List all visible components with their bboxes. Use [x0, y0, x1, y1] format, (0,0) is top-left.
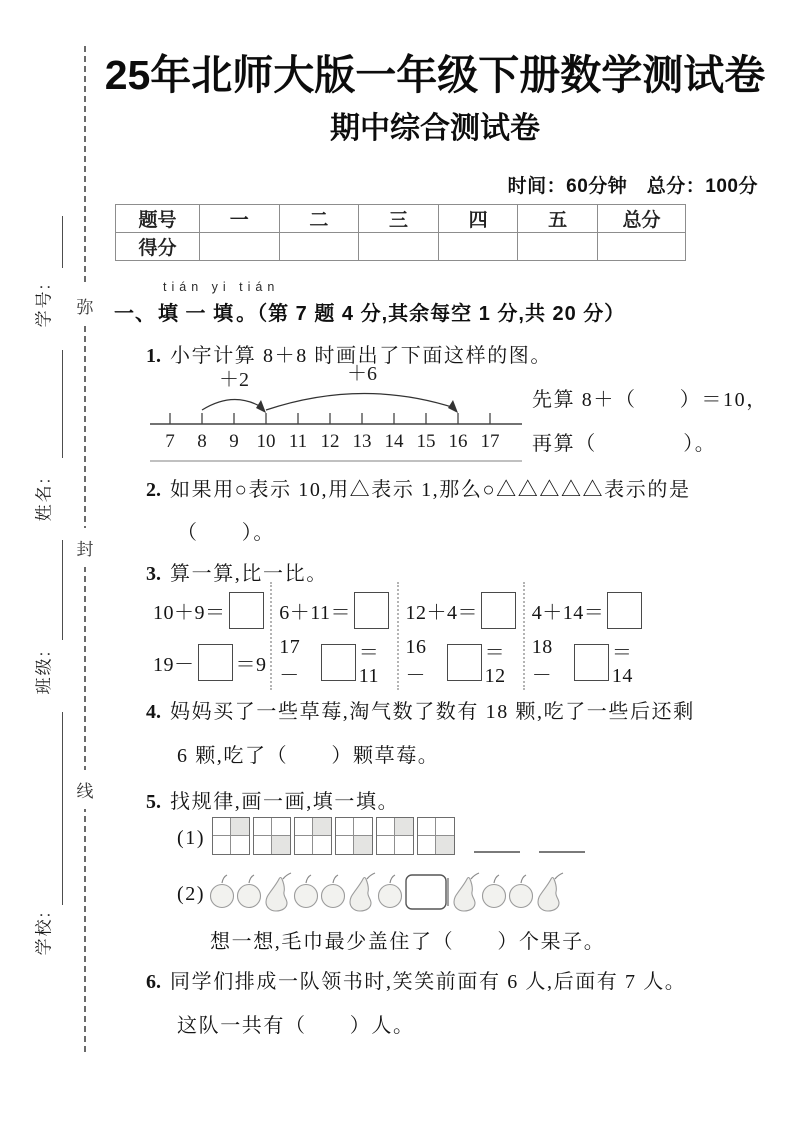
- pattern-grid-row: [212, 817, 585, 855]
- pear-icon: [347, 872, 376, 912]
- question-number: 2.: [146, 479, 161, 501]
- page-subtitle: 期中综合测试卷: [330, 112, 540, 145]
- time-total-info: 时间：60分钟 总分：100分: [507, 176, 758, 197]
- score-table-header-row: [116, 205, 686, 233]
- svg-text:12: 12: [320, 431, 340, 452]
- question-text: 小宇计算 8＋8 时画出了下面这样的图。: [170, 345, 552, 367]
- field-blank-line: [62, 540, 63, 640]
- pattern-answer-blank: [539, 848, 585, 853]
- score-table-cell: 五: [518, 205, 598, 233]
- score-label-cell: 得分: [116, 233, 200, 261]
- svg-text:9: 9: [229, 431, 239, 452]
- q5-part2-question: 想一想,毛巾最少盖住了（ ）个果子。: [210, 931, 606, 953]
- question-text: 如果用○表示 10,用△表示 1,那么○△△△△△表示的是: [170, 479, 691, 501]
- q1-hint-line-2: 再算（ ）。: [532, 433, 717, 455]
- answer-box: [574, 644, 609, 681]
- class-label: 班级:: [34, 649, 54, 695]
- pear-icon: [263, 872, 292, 912]
- empty-score-cell: [279, 233, 359, 261]
- number-line: [146, 364, 526, 468]
- section-word-text: 填 一 填: [158, 303, 235, 325]
- question-text: 同学们排成一队领书时,笑笑前面有 6 人,后面有 7 人。: [170, 971, 687, 993]
- equation: 19－ ＝9: [153, 636, 270, 688]
- question-number: 6.: [146, 971, 161, 993]
- question-2-answer-blank: （ ）。: [177, 522, 275, 544]
- question-5-text: [146, 785, 399, 814]
- apple-icon: [209, 873, 235, 911]
- svg-text:11: 11: [288, 431, 308, 452]
- section-1-heading: [114, 280, 626, 326]
- equation: 18－ ＝14: [531, 636, 633, 687]
- score-table-cell: 题号: [116, 205, 200, 233]
- field-blank-line: [62, 712, 63, 905]
- svg-text:7: 7: [165, 431, 175, 452]
- score-table: [115, 204, 686, 261]
- answer-box: [447, 644, 482, 681]
- score-table-cell: 三: [359, 205, 439, 233]
- q3-column: [146, 582, 272, 690]
- score-table-score-row: [116, 233, 686, 261]
- score-table-cell: 一: [200, 205, 280, 233]
- svg-text:17: 17: [480, 431, 500, 452]
- equation: 16－ ＝12: [405, 636, 506, 687]
- seal-char-2: 封: [76, 528, 95, 567]
- seal-char-3: 线: [76, 770, 95, 809]
- q3-column: [399, 582, 525, 690]
- name-label: 姓名:: [34, 476, 54, 522]
- pinyin-annotation: tián yi tián: [163, 280, 280, 294]
- question-4-text: [146, 695, 695, 724]
- apple-icon: [481, 873, 507, 911]
- empty-score-cell: [438, 233, 518, 261]
- empty-score-cell: [518, 233, 598, 261]
- question-6-text: [146, 965, 686, 994]
- towel-cover-icon: [404, 872, 450, 912]
- answer-box: [321, 644, 356, 681]
- pattern-answer-blank: [474, 848, 520, 853]
- question-text: 妈妈买了一些草莓,淘气数了数有 18 颗,吃了一些后还剩: [170, 701, 695, 723]
- answer-box: [198, 644, 233, 681]
- section-word: [158, 280, 280, 326]
- answer-box: [229, 592, 264, 629]
- equation: 10＋9＝: [153, 584, 270, 636]
- answer-box: [354, 592, 389, 629]
- q5-part1-label: (1): [177, 827, 206, 849]
- apple-icon: [236, 873, 262, 911]
- equation: 6＋11＝: [279, 584, 396, 636]
- apple-icon: [293, 873, 319, 911]
- question-number: 4.: [146, 701, 161, 723]
- empty-score-cell: [359, 233, 439, 261]
- empty-score-cell: [200, 233, 280, 261]
- apple-icon: [508, 873, 534, 911]
- svg-text:＋2: ＋2: [219, 369, 249, 391]
- student-number-label: 学号:: [34, 282, 54, 328]
- question-number: 5.: [146, 791, 161, 813]
- q3-equation-grid: [146, 582, 651, 690]
- q3-column: [525, 582, 651, 690]
- q3-column: [272, 582, 398, 690]
- q1-hint-line-1: 先算 8＋（ ）＝10，: [532, 389, 768, 411]
- section-number: 一、: [114, 303, 156, 325]
- svg-text:13: 13: [352, 431, 372, 452]
- svg-text:8: 8: [197, 431, 207, 452]
- question-text: 找规律,画一画,填一填。: [170, 791, 400, 813]
- question-6-line-2: 这队一共有（ ）人。: [177, 1015, 415, 1037]
- question-number: 1.: [146, 345, 161, 367]
- question-number: 3.: [146, 563, 161, 585]
- svg-text:10: 10: [256, 431, 276, 452]
- field-blank-line: [62, 216, 63, 268]
- seal-char-1: 弥: [76, 286, 95, 325]
- score-table-cell: 四: [438, 205, 518, 233]
- number-line-svg: [146, 364, 526, 468]
- equation: 17－ ＝11: [279, 636, 380, 687]
- q5-part2-label: (2): [177, 883, 206, 905]
- field-blank-line: [62, 350, 63, 458]
- apple-icon: [377, 873, 403, 911]
- question-4-line-2: 6 颗,吃了（ ）颗草莓。: [177, 745, 440, 767]
- svg-text:14: 14: [384, 431, 404, 452]
- pattern-grid: [212, 817, 250, 855]
- score-table-cell: 总分: [598, 205, 686, 233]
- apple-icon: [320, 873, 346, 911]
- pear-icon: [535, 872, 564, 912]
- question-2-text: [146, 473, 691, 502]
- fruit-row: [209, 872, 564, 912]
- pattern-grid: [294, 817, 332, 855]
- section-score-note: 。（第 7 题 4 分,其余每空 1 分,共 20 分）: [236, 303, 626, 325]
- svg-text:＋6: ＋6: [347, 364, 377, 385]
- pattern-grid: [253, 817, 291, 855]
- pattern-grid: [376, 817, 414, 855]
- svg-text:16: 16: [448, 431, 468, 452]
- svg-text:15: 15: [416, 431, 436, 452]
- answer-box: [607, 592, 642, 629]
- answer-box: [481, 592, 516, 629]
- equation: 4＋14＝: [532, 584, 651, 636]
- pattern-grid: [335, 817, 373, 855]
- pear-icon: [451, 872, 480, 912]
- school-label: 学校:: [34, 910, 54, 956]
- pattern-grid: [417, 817, 455, 855]
- page-title: 25年北师大版一年级下册数学测试卷: [104, 52, 766, 98]
- score-table-cell: 二: [279, 205, 359, 233]
- question-text: 算一算,比一比。: [170, 563, 328, 585]
- empty-score-cell: [598, 233, 686, 261]
- equation: 12＋4＝: [406, 584, 523, 636]
